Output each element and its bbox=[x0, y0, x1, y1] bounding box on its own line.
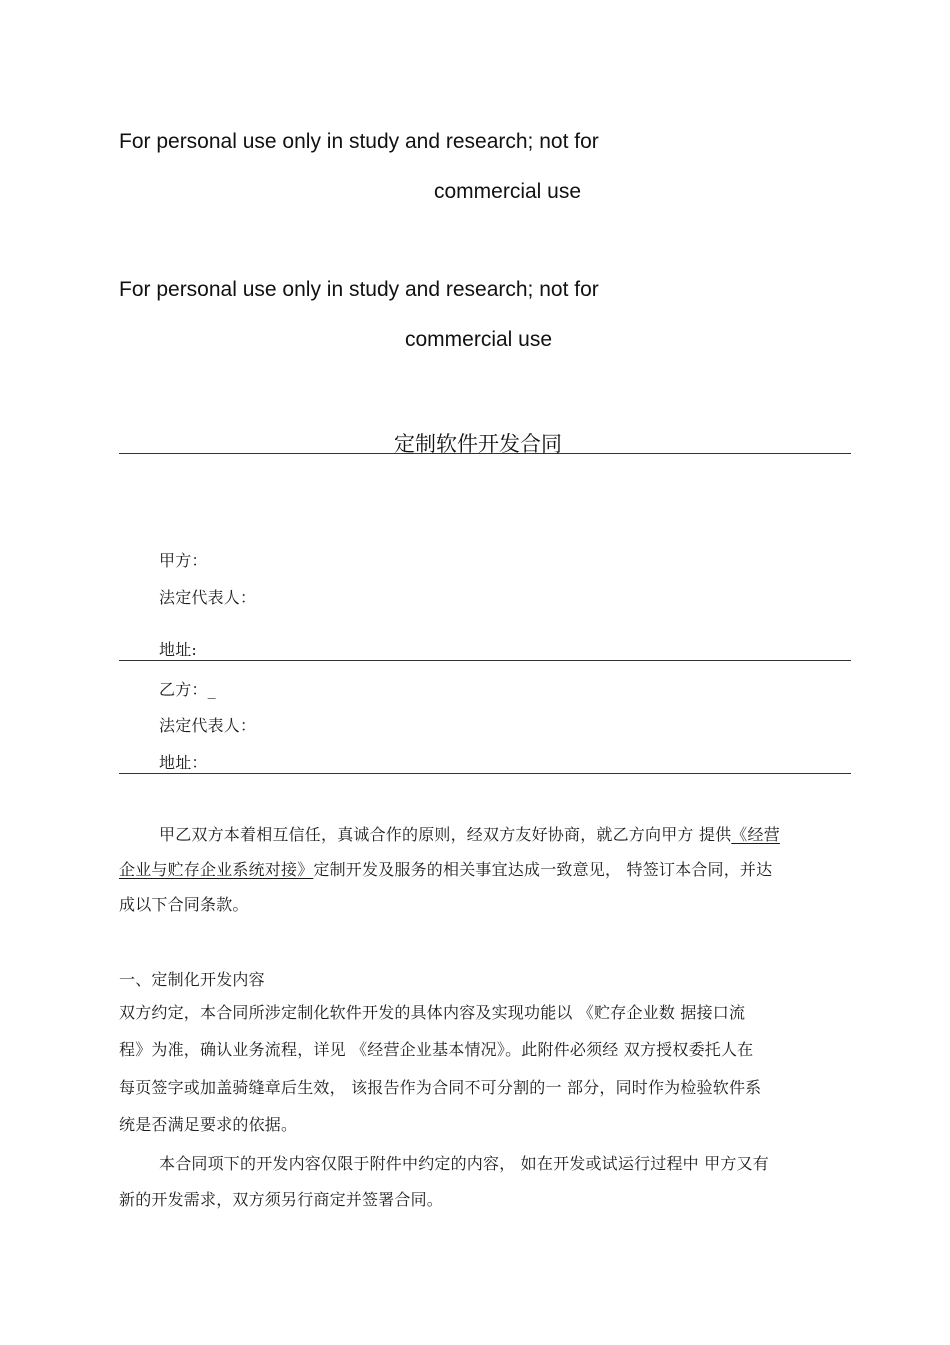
project-name-link: 《经营 bbox=[731, 825, 780, 844]
divider bbox=[119, 660, 851, 661]
party-a-rep-label: 法定代表人： bbox=[159, 588, 257, 607]
section-1-line: 本合同项下的开发内容仅限于附件中约定的内容， 如在开发或试运行过程中 甲方又有 bbox=[159, 1154, 769, 1173]
project-name-link: 企业与贮存企业系统对接》 bbox=[119, 860, 314, 879]
party-a-address-label: 地址: bbox=[159, 640, 197, 659]
party-b-label: 乙方：_ bbox=[159, 680, 216, 699]
notice-line-1b: commercial use bbox=[434, 180, 582, 203]
section-1-line: 程》为准，确认业务流程，详见 《经营企业基本情况》。此附件必须经 双方授权委托人在 bbox=[119, 1040, 754, 1059]
notice-line-2a: For personal use only in study and research; not for bbox=[119, 278, 599, 301]
intro-text: 定制开发及服务的相关事宜达成一致意见， 特签订本合同，并达 bbox=[313, 860, 773, 879]
title-underline bbox=[119, 453, 851, 454]
section-1-line: 每页签字或加盖骑缝章后生效， 该报告作为合同不可分割的一 部分，同时作为检验软件系 bbox=[119, 1078, 762, 1097]
notice-line-2b: commercial use bbox=[405, 328, 553, 351]
intro-line-3: 成以下合同条款。 bbox=[119, 895, 249, 914]
party-b-address-label: 地址： bbox=[159, 753, 208, 772]
divider bbox=[119, 773, 851, 774]
section-1-line: 统是否满足要求的依据。 bbox=[119, 1115, 298, 1134]
intro-line-2 bbox=[119, 857, 772, 880]
section-1-line: 新的开发需求，双方须另行商定并签署合同。 bbox=[119, 1190, 444, 1209]
party-a-label: 甲方： bbox=[159, 551, 208, 570]
notice-line-1a: For personal use only in study and research; not for bbox=[119, 130, 599, 153]
intro-line-1 bbox=[159, 822, 780, 845]
section-1-heading: 一、定制化开发内容 bbox=[119, 970, 265, 989]
party-b-rep-label: 法定代表人： bbox=[159, 716, 257, 735]
section-1-line: 双方约定，本合同所涉定制化软件开发的具体内容及实现功能以 《贮存企业数 据接口流 bbox=[119, 1003, 746, 1022]
contract-title: 定制软件开发合同 bbox=[394, 432, 562, 456]
intro-text: 甲乙双方本着相互信任，真诚合作的原则，经双方友好协商，就乙方向甲方 提供 bbox=[159, 825, 732, 844]
